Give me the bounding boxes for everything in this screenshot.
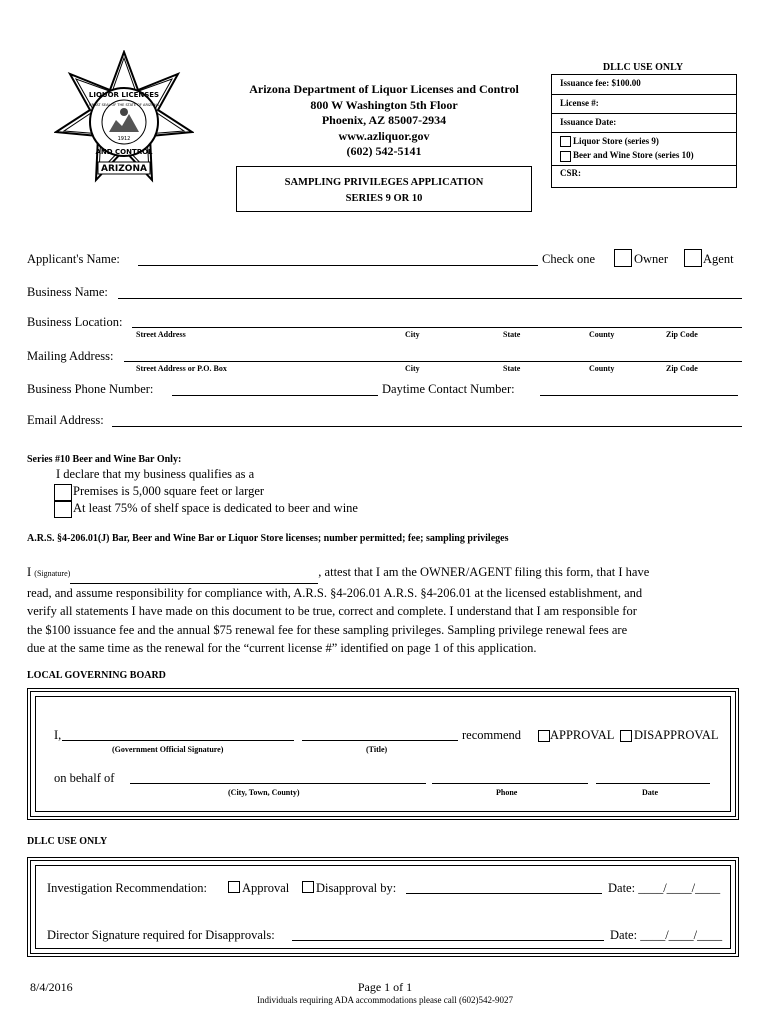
agent-label: Agent	[703, 252, 734, 266]
agency-header	[214, 82, 554, 160]
dllc-use-heading: DLLC USE ONLY	[27, 836, 108, 847]
csr-label: CSR:	[560, 167, 582, 178]
premises-size-label: Premises is 5,000 square feet or larger	[73, 484, 265, 498]
gov-title-caption: (Title)	[366, 745, 388, 754]
director-signature-label: Director Signature required for Disapprovals:	[47, 928, 275, 942]
seal-inner: GREAT SEAL OF THE STATE OF ARIZONA	[88, 103, 160, 107]
form-subtitle: SERIES 9 OR 10	[345, 193, 423, 204]
lgb-i: I,	[54, 728, 62, 742]
issuance-fee: Issuance fee: $100.00	[552, 75, 736, 95]
seal-text-mid: AND CONTROL	[95, 148, 153, 156]
lgb-city-field[interactable]	[130, 783, 426, 784]
lgb-heading: LOCAL GOVERNING BOARD	[27, 670, 166, 681]
shelf-space-checkbox[interactable]	[54, 501, 72, 518]
footer-date: 8/4/2016	[30, 980, 73, 994]
applicant-name-field[interactable]	[138, 265, 538, 266]
mail-sub-zip: Zip Code	[666, 364, 698, 373]
agency-name: Arizona Department of Liquor Licenses and Control	[249, 82, 519, 96]
liquor-store-checkbox[interactable]	[560, 136, 571, 147]
agent-checkbox[interactable]	[684, 249, 702, 267]
license-number: License #:	[552, 95, 736, 114]
lgb-phone-caption: Phone	[496, 788, 518, 797]
shelf-space-label: At least 75% of shelf space is dedicated to beer and wine	[73, 501, 358, 515]
investigation-label: Investigation Recommendation:	[47, 881, 208, 895]
director-date[interactable]: Date: ____/____/____	[610, 928, 723, 942]
attestation-paragraph	[27, 563, 743, 658]
investigation-date[interactable]: Date: ____/____/____	[608, 881, 721, 895]
lgb-box-inner	[35, 696, 731, 812]
gov-signature-field[interactable]	[62, 740, 294, 741]
attest-line3: verify all statements I have made on this document to be true, correct and complete. I understand that I am responsible for	[27, 604, 637, 618]
investigation-approval-label: Approval	[242, 881, 290, 895]
email-address-field[interactable]	[112, 426, 742, 427]
lgb-city-caption: (City, Town, County)	[228, 788, 300, 797]
agency-website: www.azliquor.gov	[338, 128, 430, 143]
daytime-contact-field[interactable]	[540, 395, 738, 396]
ars-heading: A.R.S. §4-206.01(J) Bar, Beer and Wine Bar or Liquor Store licenses; number permitted; fee; sampling privileges	[27, 533, 509, 544]
lgb-date-field[interactable]	[596, 783, 710, 784]
daytime-contact-label: Daytime Contact Number:	[382, 382, 515, 396]
footer-ada: Individuals requiring ADA accommodations please call (602)542-9027	[257, 995, 513, 1005]
series10-heading: Series #10 Beer and Wine Bar Only:	[27, 454, 182, 465]
lgb-disapproval-label: DISAPPROVAL	[634, 728, 719, 742]
agency-address1: 800 W Washington 5th Floor	[310, 97, 458, 112]
business-name-label: Business Name:	[27, 285, 108, 299]
dllc-use-only-box	[551, 74, 737, 188]
investigation-approval-checkbox[interactable]	[228, 881, 240, 893]
lgb-approval-label: APPROVAL	[550, 728, 615, 742]
loc-sub-state: State	[503, 330, 521, 339]
dllc-box-heading: DLLC USE ONLY	[602, 62, 684, 73]
series-options	[552, 133, 736, 166]
form-title: SAMPLING PRIVILEGES APPLICATION	[284, 177, 484, 188]
disapproval-by-field[interactable]	[406, 893, 602, 894]
owner-checkbox[interactable]	[614, 249, 632, 267]
mailing-address-label: Mailing Address:	[27, 349, 114, 363]
mail-sub-street: Street Address or P.O. Box	[136, 364, 227, 373]
business-phone-label: Business Phone Number:	[27, 382, 154, 396]
applicant-name-label: Applicant's Name:	[27, 252, 120, 266]
agency-phone: (602) 542-5141	[346, 144, 422, 158]
premises-size-checkbox[interactable]	[54, 484, 72, 501]
disapproval-by-label: Disapproval by:	[316, 881, 397, 895]
seal-text-top: LIQUOR LICENSES	[88, 91, 160, 99]
mail-sub-city: City	[405, 364, 420, 373]
loc-sub-zip: Zip Code	[666, 330, 698, 339]
business-phone-field[interactable]	[172, 395, 378, 396]
gov-title-field[interactable]	[302, 740, 458, 741]
agency-seal	[54, 50, 194, 190]
lgb-phone-field[interactable]	[432, 783, 588, 784]
loc-sub-county: County	[589, 330, 615, 339]
attest-line2: read, and assume responsibility for compliance with, A.R.S. §4-206.01 A.R.S. §4-206.01 at the licensed establishment, and	[27, 585, 643, 600]
lgb-disapproval-checkbox[interactable]	[620, 730, 632, 742]
lgb-recommend: recommend	[462, 728, 522, 742]
mail-sub-county: County	[589, 364, 615, 373]
attest-line5: due at the same time as the renewal for the “current license #” identified on page 1 of this application.	[27, 641, 537, 655]
beer-wine-store-label: Beer and Wine Store (series 10)	[573, 150, 694, 161]
attest-i: I	[27, 565, 32, 579]
check-one-label: Check one	[542, 252, 596, 266]
liquor-store-label: Liquor Store (series 9)	[573, 136, 659, 146]
mail-sub-state: State	[503, 364, 521, 373]
owner-label: Owner	[634, 252, 669, 266]
footer-page: Page 1 of 1	[357, 980, 413, 994]
business-name-field[interactable]	[118, 298, 742, 299]
business-location-label: Business Location:	[27, 315, 123, 329]
series10-declare: I declare that my business qualifies as a	[56, 467, 255, 481]
lgb-approval-checkbox[interactable]	[538, 730, 550, 742]
gov-signature-caption: (Government Official Signature)	[112, 745, 224, 754]
mailing-address-field[interactable]	[124, 361, 742, 362]
form-title-box	[236, 166, 532, 212]
seal-year: 1912	[117, 136, 131, 142]
attest-signature-label: (Signature)	[34, 569, 71, 578]
loc-sub-street: Street Address	[136, 330, 186, 339]
investigation-disapproval-checkbox[interactable]	[302, 881, 314, 893]
issuance-date: Issuance Date:	[552, 114, 736, 133]
attest-line4: the $100 issuance fee and the annual $75 renewal fee for these sampling privileges. Sampling privilege renewal fees are	[27, 622, 628, 637]
seal-text-bottom: ARIZONA	[101, 164, 147, 174]
lgb-date-caption: Date	[642, 788, 658, 797]
agency-address2: Phoenix, AZ 85007-2934	[321, 113, 447, 127]
loc-sub-city: City	[405, 330, 420, 339]
lgb-on-behalf: on behalf of	[54, 771, 115, 785]
email-address-label: Email Address:	[27, 413, 104, 427]
attest-line1: , attest that I am the OWNER/AGENT filing this form, that I have	[318, 565, 650, 579]
business-location-field[interactable]	[132, 327, 742, 328]
beer-wine-store-checkbox[interactable]	[560, 151, 571, 162]
director-signature-field[interactable]	[292, 940, 604, 941]
